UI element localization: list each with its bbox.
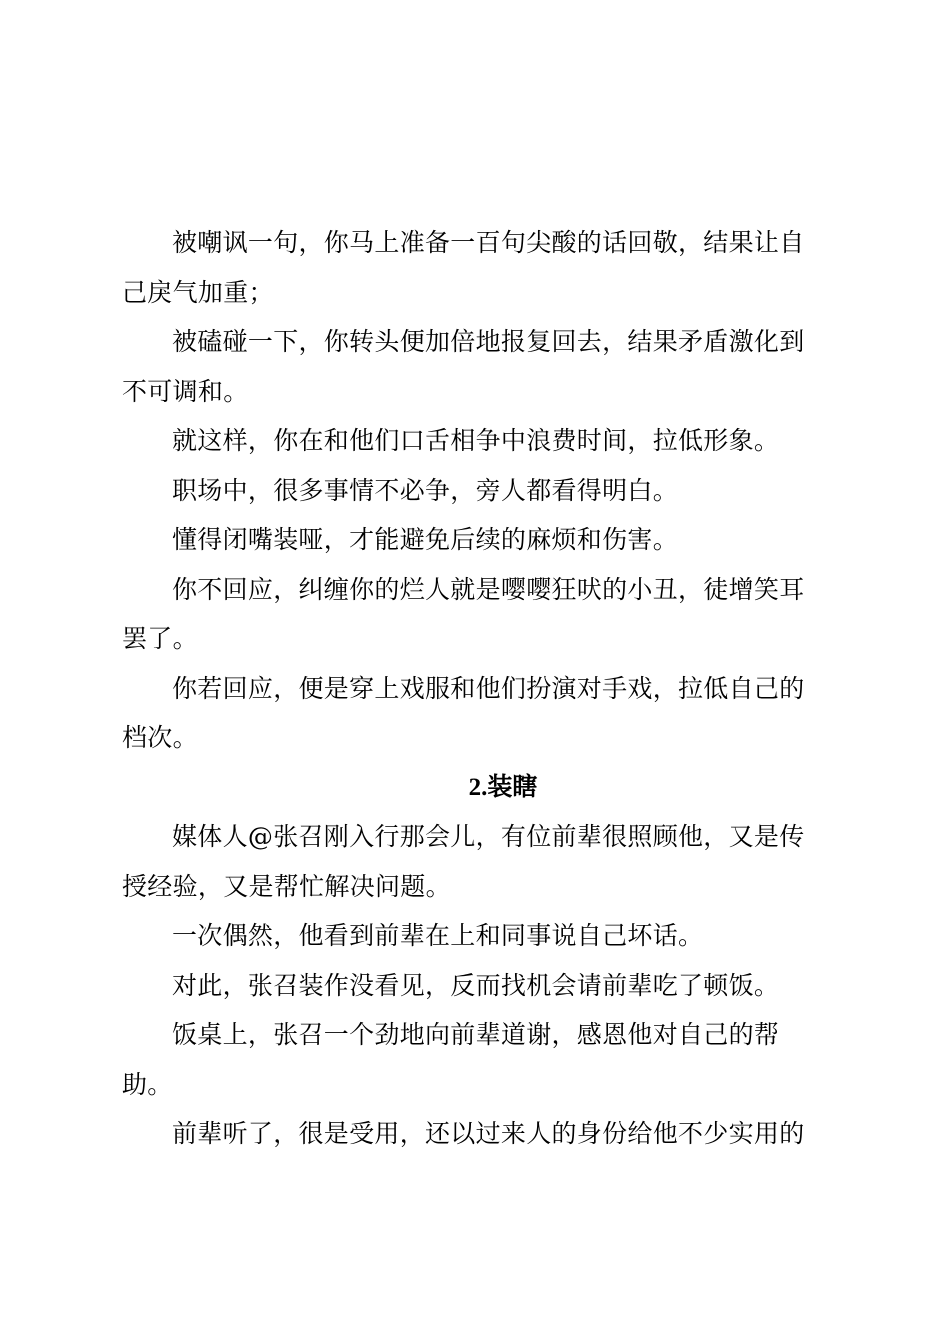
paragraph: 对此，张召装作没看见，反而找机会请前辈吃了顿饭。 [172,970,780,1000]
paragraph: 就这样，你在和他们口舌相争中浪费时间，拉低形象。 [172,426,780,455]
paragraph: 饭桌上，张召一个劲地向前辈道谢，感恩他对自己的帮助。 [122,1020,780,1099]
paragraph: 被嘲讽一句，你马上准备一百句尖酸的话回敬，结果让自己戾气加重； [122,228,805,307]
paragraph: 一次偶然，他看到前辈在上和同事说自己坏话。 [172,921,704,950]
paragraph: 懂得闭嘴装哑，才能避免后续的麻烦和伤害。 [172,525,679,554]
paragraph: 被磕碰一下，你转头便加倍地报复回去，结果矛盾激化到不可调和。 [122,327,805,406]
paragraph: 媒体人@张召刚入行那会儿，有位前辈很照顾他，又是传授经验，又是帮忙解决问题。 [122,822,805,901]
paragraph: 你若回应，便是穿上戏服和他们扮演对手戏，拉低自己的档次。 [122,673,805,752]
paragraph: 职场中，很多事情不必争，旁人都看得明白。 [172,475,679,505]
paragraph: 前辈听了，很是受用，还以过来人的身份给他不少实用的 [172,1119,805,1148]
document-body [122,218,828,1159]
section-heading: 2.装瞎 [468,773,538,801]
paragraph: 你不回应，纠缠你的烂人就是嘤嘤狂吠的小丑，徒增笑耳罢了。 [122,574,805,653]
